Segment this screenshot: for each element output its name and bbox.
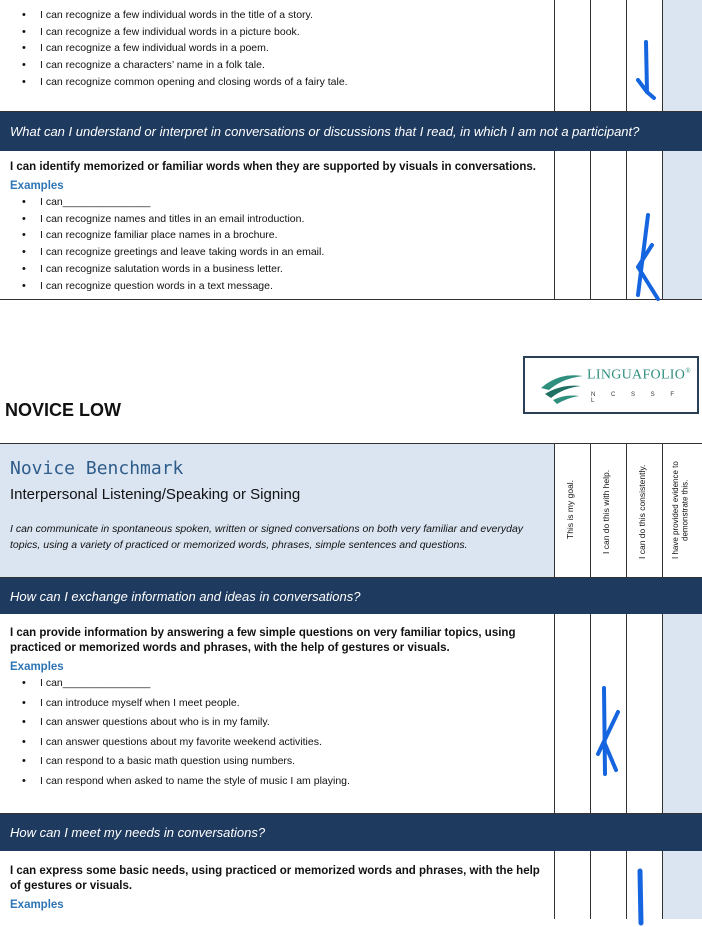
benchmark-title: Novice Benchmark bbox=[10, 458, 184, 479]
benchmark-subtitle: Interpersonal Listening/Speaking or Signing bbox=[10, 486, 301, 503]
examples-label: Examples bbox=[10, 661, 64, 673]
list-item: • I can recognize salutation words in a business letter. bbox=[0, 261, 550, 278]
list-item: • I can recognize greetings and leave taking words in an email. bbox=[0, 244, 550, 261]
list-item: • I can introduce myself when I meet people. bbox=[0, 694, 550, 714]
logo-wordmark: LINGUAFOLIO® bbox=[587, 367, 691, 383]
can-do-statement: I can express some basic needs, using practiced or memorized words and phrases, with the help of gestures or visuals. bbox=[10, 865, 540, 892]
can-do-statement: I can identify memorized or familiar words when they are supported by visuals in conversations. bbox=[10, 161, 536, 173]
consistently-column-label: I can do this consistently. bbox=[637, 464, 647, 560]
list-item: • I can recognize a few individual words in the title of a story. bbox=[0, 7, 550, 24]
evidence-column-label: I have provided evidence to demonstrate this. bbox=[671, 461, 690, 559]
interpret-bullet-list bbox=[0, 194, 550, 294]
list-item: • I can_______________ bbox=[0, 674, 550, 694]
list-item: • I can recognize familiar place names in a brochure. bbox=[0, 227, 550, 244]
question-needs-bar: How can I meet my needs in conversations? bbox=[0, 814, 702, 851]
evidence-cell[interactable] bbox=[662, 614, 702, 813]
with-help-column-label: I can do this with help. bbox=[601, 469, 611, 555]
goal-cell[interactable] bbox=[554, 151, 590, 299]
linguafolio-logo bbox=[523, 356, 699, 414]
evidence-cell[interactable] bbox=[662, 851, 702, 919]
list-item: • I can recognize common opening and closing words of a fairy tale. bbox=[0, 74, 550, 91]
pen-checkmark-icon bbox=[630, 36, 660, 106]
evidence-cell[interactable] bbox=[662, 0, 702, 111]
evidence-cell[interactable] bbox=[662, 151, 702, 299]
question-exchange-bar: How can I exchange information and ideas in conversations? bbox=[0, 578, 702, 614]
list-item: • I can respond when asked to name the style of music I am playing. bbox=[0, 772, 550, 792]
examples-label: Examples bbox=[10, 180, 64, 192]
exchange-bullet-list bbox=[0, 674, 550, 791]
list-item: • I can recognize a few individual words in a poem. bbox=[0, 40, 550, 57]
interpret-rubric-row bbox=[0, 151, 702, 300]
consistently-cell[interactable] bbox=[626, 614, 662, 813]
goal-cell[interactable] bbox=[554, 0, 590, 111]
examples-label: Examples bbox=[10, 899, 64, 911]
can-do-statement: I can provide information by answering a few simple questions on very familiar topics, using practiced or memorized words and phrases, with the help of gestures or visuals. bbox=[10, 627, 516, 654]
pen-checkmark-icon bbox=[588, 682, 628, 782]
list-item: • I can recognize a characters’ name in a folk tale. bbox=[0, 57, 550, 74]
goal-cell[interactable] bbox=[554, 851, 590, 919]
logo-swoosh-icon bbox=[539, 366, 587, 406]
list-item: • I can answer questions about my favorite weekend activities. bbox=[0, 733, 550, 753]
exchange-rubric-row bbox=[0, 614, 702, 814]
top-bullet-list bbox=[0, 7, 550, 91]
top-rubric-row bbox=[0, 0, 702, 112]
with-help-cell[interactable] bbox=[590, 0, 626, 111]
goal-cell[interactable] bbox=[554, 614, 590, 813]
list-item: • I can_______________ bbox=[0, 194, 550, 211]
with-help-cell[interactable] bbox=[590, 851, 626, 919]
list-item: • I can recognize question words in a text message. bbox=[0, 278, 550, 295]
with-help-cell[interactable] bbox=[590, 151, 626, 299]
goal-column-label: This is my goal. bbox=[565, 479, 575, 539]
needs-rubric-row bbox=[0, 851, 702, 919]
pen-mark-icon bbox=[630, 867, 650, 927]
pen-checkmark-icon bbox=[624, 207, 664, 302]
level-heading: NOVICE LOW bbox=[5, 400, 121, 420]
benchmark-header bbox=[0, 443, 702, 578]
list-item: • I can respond to a basic math question using numbers. bbox=[0, 752, 550, 772]
benchmark-description: I can communicate in spontaneous spoken, written or signed conversations on both very familiar and everyday topics, using a variety of practiced or memorized words, phrases, simple sentences and questions. bbox=[10, 523, 524, 551]
list-item: • I can recognize names and titles in an email introduction. bbox=[0, 211, 550, 228]
list-item: • I can recognize a few individual words in a picture book. bbox=[0, 24, 550, 41]
logo-subtext: N C S S F L bbox=[591, 392, 682, 404]
question-interpret-bar: What can I understand or interpret in conversations or discussions that I read, in which I am not a participant? bbox=[0, 112, 702, 151]
list-item: • I can answer questions about who is in my family. bbox=[0, 713, 550, 733]
